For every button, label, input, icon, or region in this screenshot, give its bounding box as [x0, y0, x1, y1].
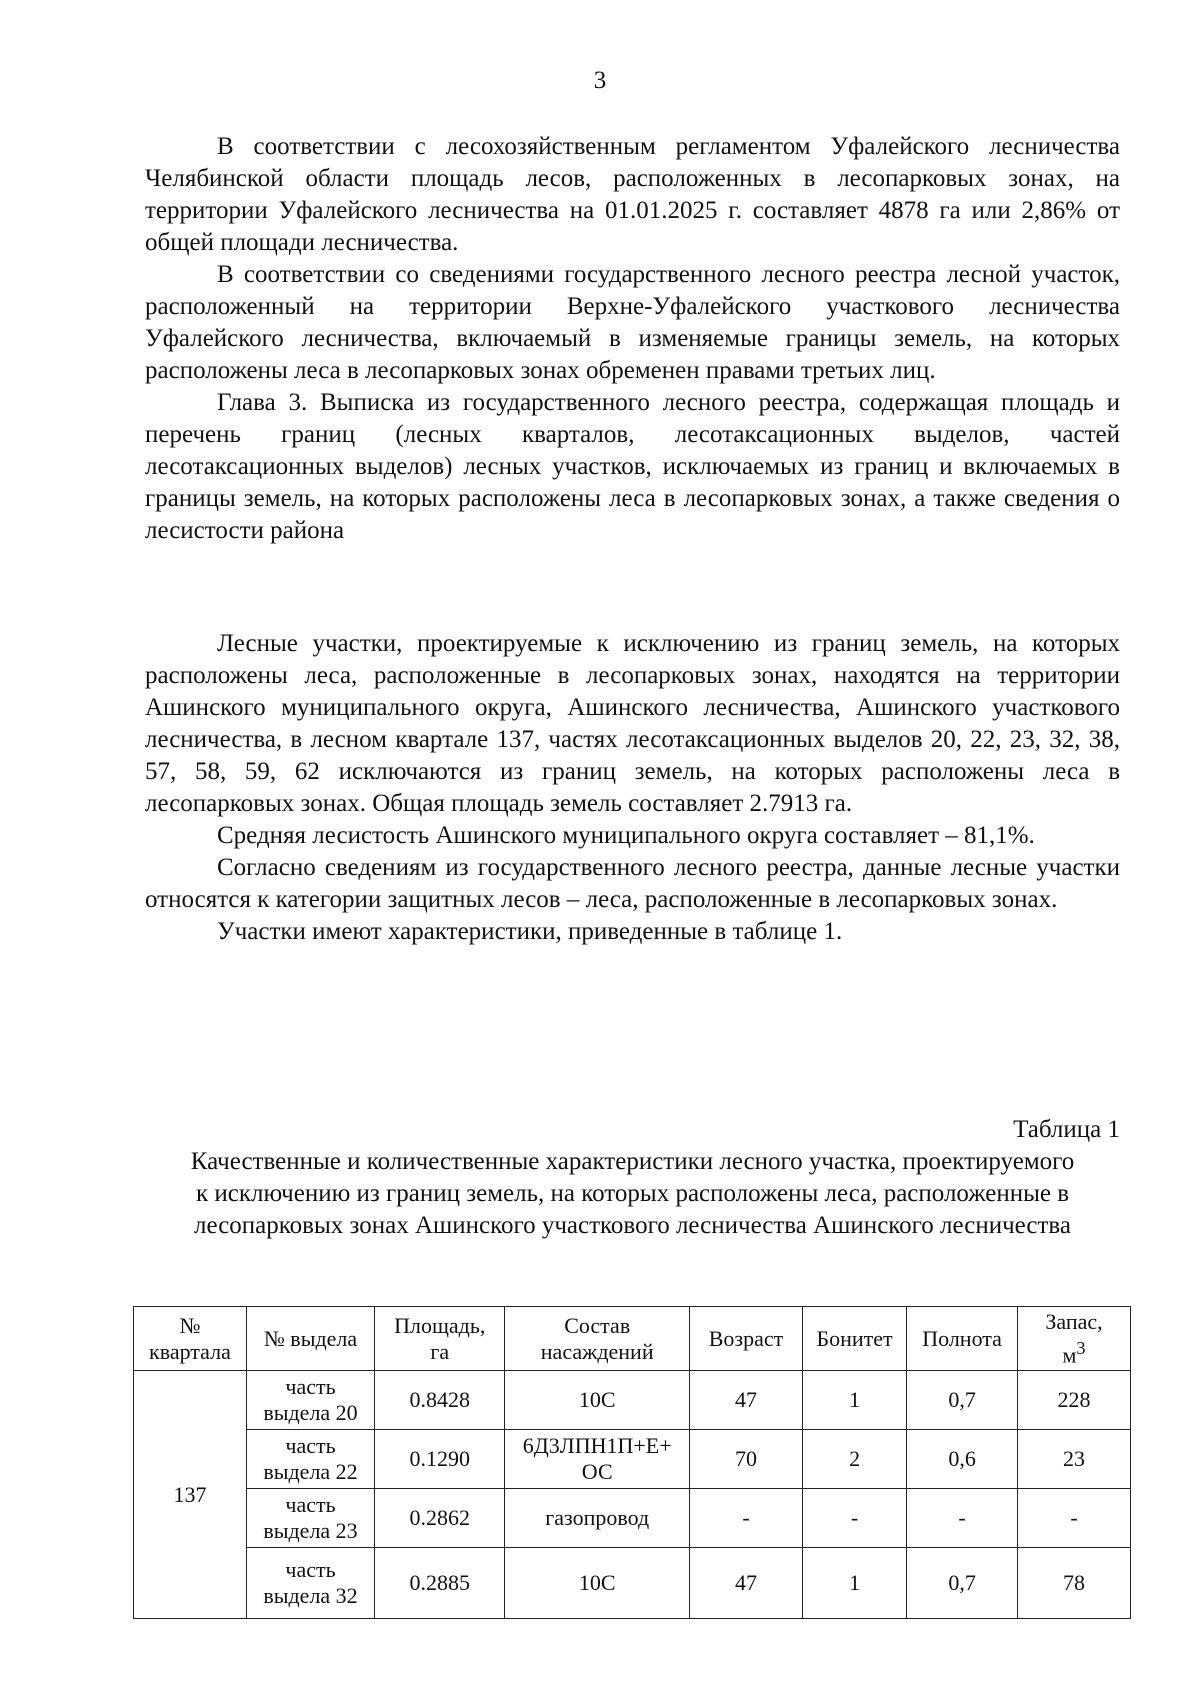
cell-stock: 228	[1017, 1371, 1130, 1430]
text-section-top	[145, 131, 1120, 547]
header-polnota: Полнота	[907, 1307, 1018, 1371]
cell-bonitet: 2	[802, 1430, 906, 1489]
cell-bonitet: -	[802, 1489, 906, 1548]
paragraph-category: Согласно сведениям из государственного лесного реестра, данные лесные участки относятся к категории защитных лесов – леса, расположенные в лесопарковых зонах.	[145, 854, 1120, 913]
cell-stock: -	[1017, 1489, 1130, 1548]
cell-composition: газопровод	[505, 1489, 690, 1548]
cell-stock: 23	[1017, 1430, 1130, 1489]
header-stock: Запас, $м^3$	[1017, 1307, 1130, 1371]
cell-bonitet: 1	[802, 1548, 906, 1619]
cell-bonitet: 1	[802, 1371, 906, 1430]
cell-vydel: часть выдела 23	[246, 1489, 374, 1548]
cell-stock: 78	[1017, 1548, 1130, 1619]
header-bonitet: Бонитет	[802, 1307, 906, 1371]
cell-kvartal: 137	[134, 1371, 247, 1619]
table-title: Качественные и количественные характеристики лесного участка, проектируемого к исключению из границ земель, на которых расположены леса, расположенные в лесопарковых зонах Ашинского участкового лесничества Ашинского лесничества	[190, 1148, 1075, 1239]
table-header-row	[134, 1307, 1131, 1371]
paragraph-forest-cover: Средняя лесистость Ашинского муниципального округа составляет – 81,1%.	[217, 822, 1035, 849]
forest-characteristics-table	[133, 1306, 1131, 1619]
cell-polnota: 0,7	[907, 1371, 1018, 1430]
cell-age: 47	[690, 1548, 803, 1619]
cell-area: 0.2885	[375, 1548, 505, 1619]
cell-vydel: часть выдела 32	[246, 1548, 374, 1619]
cell-vydel: часть выдела 20	[246, 1371, 374, 1430]
cell-composition: 10С	[505, 1548, 690, 1619]
table-caption	[145, 1114, 1120, 1242]
header-age: Возраст	[690, 1307, 803, 1371]
cell-area: 0.8428	[375, 1371, 505, 1430]
header-kvartal: № квартала	[134, 1307, 247, 1371]
cell-age: 70	[690, 1430, 803, 1489]
table-row	[134, 1548, 1131, 1619]
cell-area: 0.1290	[375, 1430, 505, 1489]
header-composition: Состав насаждений	[505, 1307, 690, 1371]
table-number: Таблица 1	[1013, 1116, 1120, 1143]
paragraph-table-ref: Участки имеют характеристики, приведенные в таблице 1.	[217, 918, 843, 945]
table-row	[134, 1489, 1131, 1548]
cell-polnota: -	[907, 1489, 1018, 1548]
cell-age: -	[690, 1489, 803, 1548]
cell-polnota: 0,6	[907, 1430, 1018, 1489]
table-row	[134, 1430, 1131, 1489]
cell-composition: 10С	[505, 1371, 690, 1430]
text-section-bottom	[145, 628, 1120, 948]
header-area: Площадь, га	[375, 1307, 505, 1371]
page-number: 3	[593, 67, 607, 94]
cell-polnota: 0,7	[907, 1548, 1018, 1619]
table-row	[134, 1371, 1131, 1430]
paragraph-regulation: В соответствии с лесохозяйственным регламентом Уфалейского лесничества Челябинской области площадь лесов, расположенных в лесопарковых зонах, на территории Уфалейского лесничества на 01.01.2025 г. составляет 4878 га или 2,86% от общей площади лесничества.	[145, 133, 1120, 256]
chapter-3-heading: Глава 3. Выписка из государственного лесного реестра, содержащая площадь и перечень границ (лесных кварталов, лесотаксационных выделов, частей лесотаксационных выделов) лесных участков, исключаемых из границ и включаемых в границы земель, на которых расположены леса в лесопарковых зонах, а также сведения о лесистости района	[145, 389, 1120, 544]
cell-vydel: часть выдела 22	[246, 1430, 374, 1489]
cell-composition: 6Д3ЛПН1П+Е+ ОС	[505, 1430, 690, 1489]
paragraph-encumbrance: В соответствии со сведениями государственного лесного реестра лесной участок, расположенный на территории Верхне-Уфалейского участкового лесничества Уфалейского лесничества, включаемый в изменяемые границы земель, на которых расположены леса в лесопарковых зонах обременен правами третьих лиц.	[145, 261, 1120, 384]
header-vydel: № выдела	[246, 1307, 374, 1371]
cell-age: 47	[690, 1371, 803, 1430]
paragraph-exclusion: Лесные участки, проектируемые к исключению из границ земель, на которых расположены леса, расположенные в лесопарковых зонах, находятся на территории Ашинского муниципального округа, Ашинского лесничества, Ашинского участкового лесничества, в лесном квартале 137, частях лесотаксационных выделов 20, 22, 23, 32, 38, 57, 58, 59, 62 исключаются из границ земель, на которых расположены леса в лесопарковых зонах. Общая площадь земель составляет 2.7913 га.	[145, 630, 1120, 817]
cell-area: 0.2862	[375, 1489, 505, 1548]
